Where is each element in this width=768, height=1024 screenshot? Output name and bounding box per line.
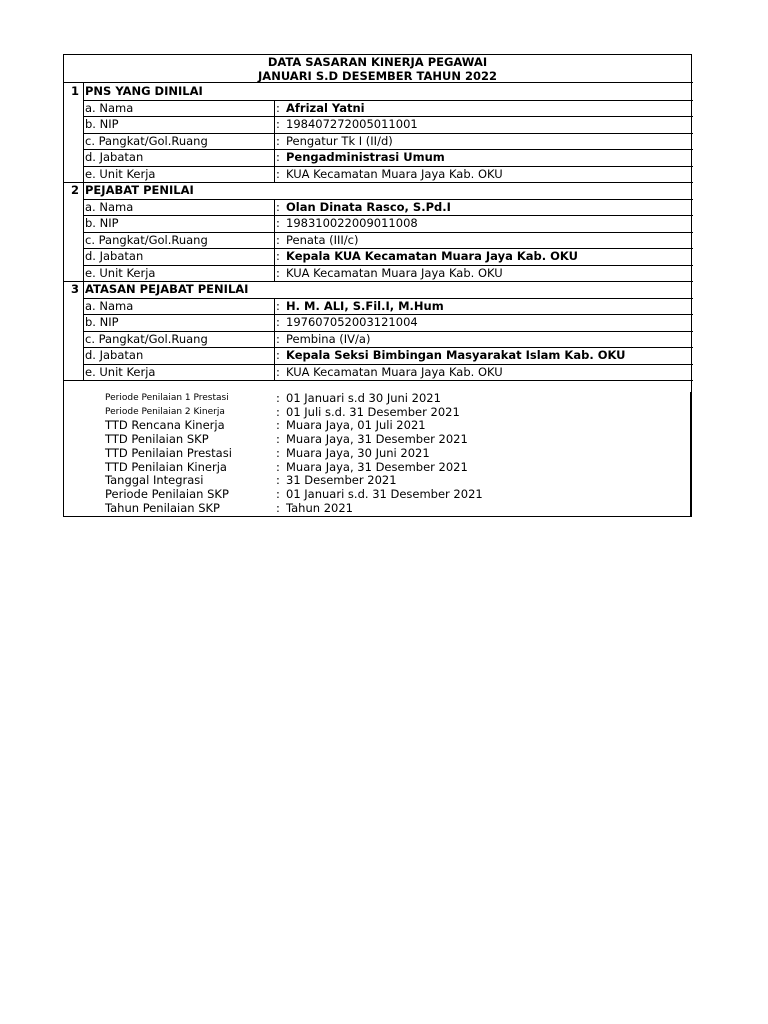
field-value: Penata (III/c) [286,232,359,247]
field-value: Olan Dinata Rasco, S.Pd.I [286,199,451,214]
sheet-subtitle: JANUARI S.D DESEMBER TAHUN 2022 [258,69,497,83]
footer-label: TTD Penilaian Prestasi [105,445,232,460]
footer-label: Periode Penilaian 2 Kinerja [105,406,225,417]
field-value: H. M. ALI, S.Fil.I, M.Hum [286,298,444,313]
footer-colon: : [276,404,280,419]
field-label: b. NIP [85,315,119,329]
footer-colon: : [276,418,280,433]
footer-colon: : [276,459,280,474]
field-label: b. NIP [85,216,119,230]
field-value: Pengatur Tk I (II/d) [286,133,393,148]
footer-value: 01 Juli s.d. 31 Desember 2021 [286,404,460,419]
grid-line [274,331,275,348]
field-colon: : [276,315,280,329]
footer-value: Tahun 2021 [286,500,353,515]
footer-value: 01 Januari s.d. 31 Desember 2021 [286,486,483,501]
field-label: d. Jabatan [85,150,144,164]
grid-line [274,116,275,133]
grid-line [83,100,693,101]
field-label: e. Unit Kerja [85,364,156,379]
grid-line [274,298,275,315]
field-label: c. Pangkat/Gol.Ruang [85,331,208,346]
footer-value: Muara Jaya, 31 Desember 2021 [286,432,468,447]
grid-line [274,149,275,166]
field-value: Pembina (IV/a) [286,331,371,346]
grid-line [690,392,691,516]
field-value: Pengadministrasi Umum [286,150,445,164]
field-label: d. Jabatan [85,348,144,362]
grid-line [274,364,275,381]
grid-line [274,100,275,117]
field-colon: : [276,199,280,214]
grid-line [274,314,275,331]
field-label: e. Unit Kerja [85,265,156,280]
grid-line [274,166,275,183]
grid-line [274,248,275,265]
field-value: KUA Kecamatan Muara Jaya Kab. OKU [286,166,503,181]
section-title: PNS YANG DINILAI [85,84,203,98]
field-value: Afrizal Yatni [286,100,365,115]
grid-line [83,281,84,380]
section-number: 3 [70,282,79,296]
footer-label: Periode Penilaian SKP [105,486,229,501]
footer-value: Muara Jaya, 31 Desember 2021 [286,459,468,474]
field-colon: : [276,216,280,230]
field-colon: : [276,364,280,379]
field-value: 198310022009011008 [286,216,418,230]
field-value: Kepala Seksi Bimbingan Masyarakat Islam Kab. OKU [286,348,626,362]
field-colon: : [276,133,280,148]
footer-colon: : [276,445,280,460]
footer-colon: : [276,432,280,447]
grid-line [64,380,693,381]
field-label: c. Pangkat/Gol.Ruang [85,133,208,148]
grid-line [274,133,275,150]
footer-colon: : [276,500,280,515]
field-colon: : [276,100,280,115]
footer-value: 31 Desember 2021 [286,473,397,488]
field-value: KUA Kecamatan Muara Jaya Kab. OKU [286,265,503,280]
field-colon: : [276,331,280,346]
footer-colon: : [276,473,280,488]
field-colon: : [276,150,280,164]
grid-line [274,199,275,216]
grid-line [274,215,275,232]
footer-value: 01 Januari s.d 30 Juni 2021 [286,391,441,405]
field-colon: : [276,117,280,131]
field-colon: : [276,232,280,247]
sheet-title: DATA SASARAN KINERJA PEGAWAI [267,55,488,69]
grid-line [274,232,275,249]
grid-line [83,83,84,182]
field-colon: : [276,249,280,263]
grid-line [83,182,84,281]
footer-label: Tanggal Integrasi [105,473,204,488]
field-colon: : [276,348,280,362]
field-colon: : [276,166,280,181]
footer-label: Tahun Penilaian SKP [105,500,220,515]
footer-label: TTD Penilaian Kinerja [105,459,227,474]
footer-colon: : [276,391,280,405]
field-label: a. Nama [85,199,134,214]
section-title: PEJABAT PENILAI [85,183,194,197]
field-label: b. NIP [85,117,119,131]
field-label: d. Jabatan [85,249,144,263]
footer-value: Muara Jaya, 30 Juni 2021 [286,445,430,460]
field-value: 198407272005011001 [286,117,418,131]
skp-data-sheet [63,54,692,517]
field-label: e. Unit Kerja [85,166,156,181]
grid-line [274,265,275,282]
footer-value: Muara Jaya, 01 Juli 2021 [286,418,426,433]
footer-label: TTD Rencana Kinerja [105,418,225,433]
footer-label: Periode Penilaian 1 Prestasi [105,393,229,403]
field-label: a. Nama [85,298,134,313]
field-colon: : [276,265,280,280]
field-value: 197607052003121004 [286,315,418,329]
footer-label: TTD Penilaian SKP [105,432,209,447]
field-value: Kepala KUA Kecamatan Muara Jaya Kab. OKU [286,249,578,263]
field-colon: : [276,298,280,313]
field-label: c. Pangkat/Gol.Ruang [85,232,208,247]
section-number: 1 [70,84,79,98]
field-value: KUA Kecamatan Muara Jaya Kab. OKU [286,364,503,379]
footer-colon: : [276,486,280,501]
section-title: ATASAN PEJABAT PENILAI [85,282,249,296]
section-number: 2 [70,183,79,197]
field-label: a. Nama [85,100,134,115]
grid-line [274,347,275,364]
